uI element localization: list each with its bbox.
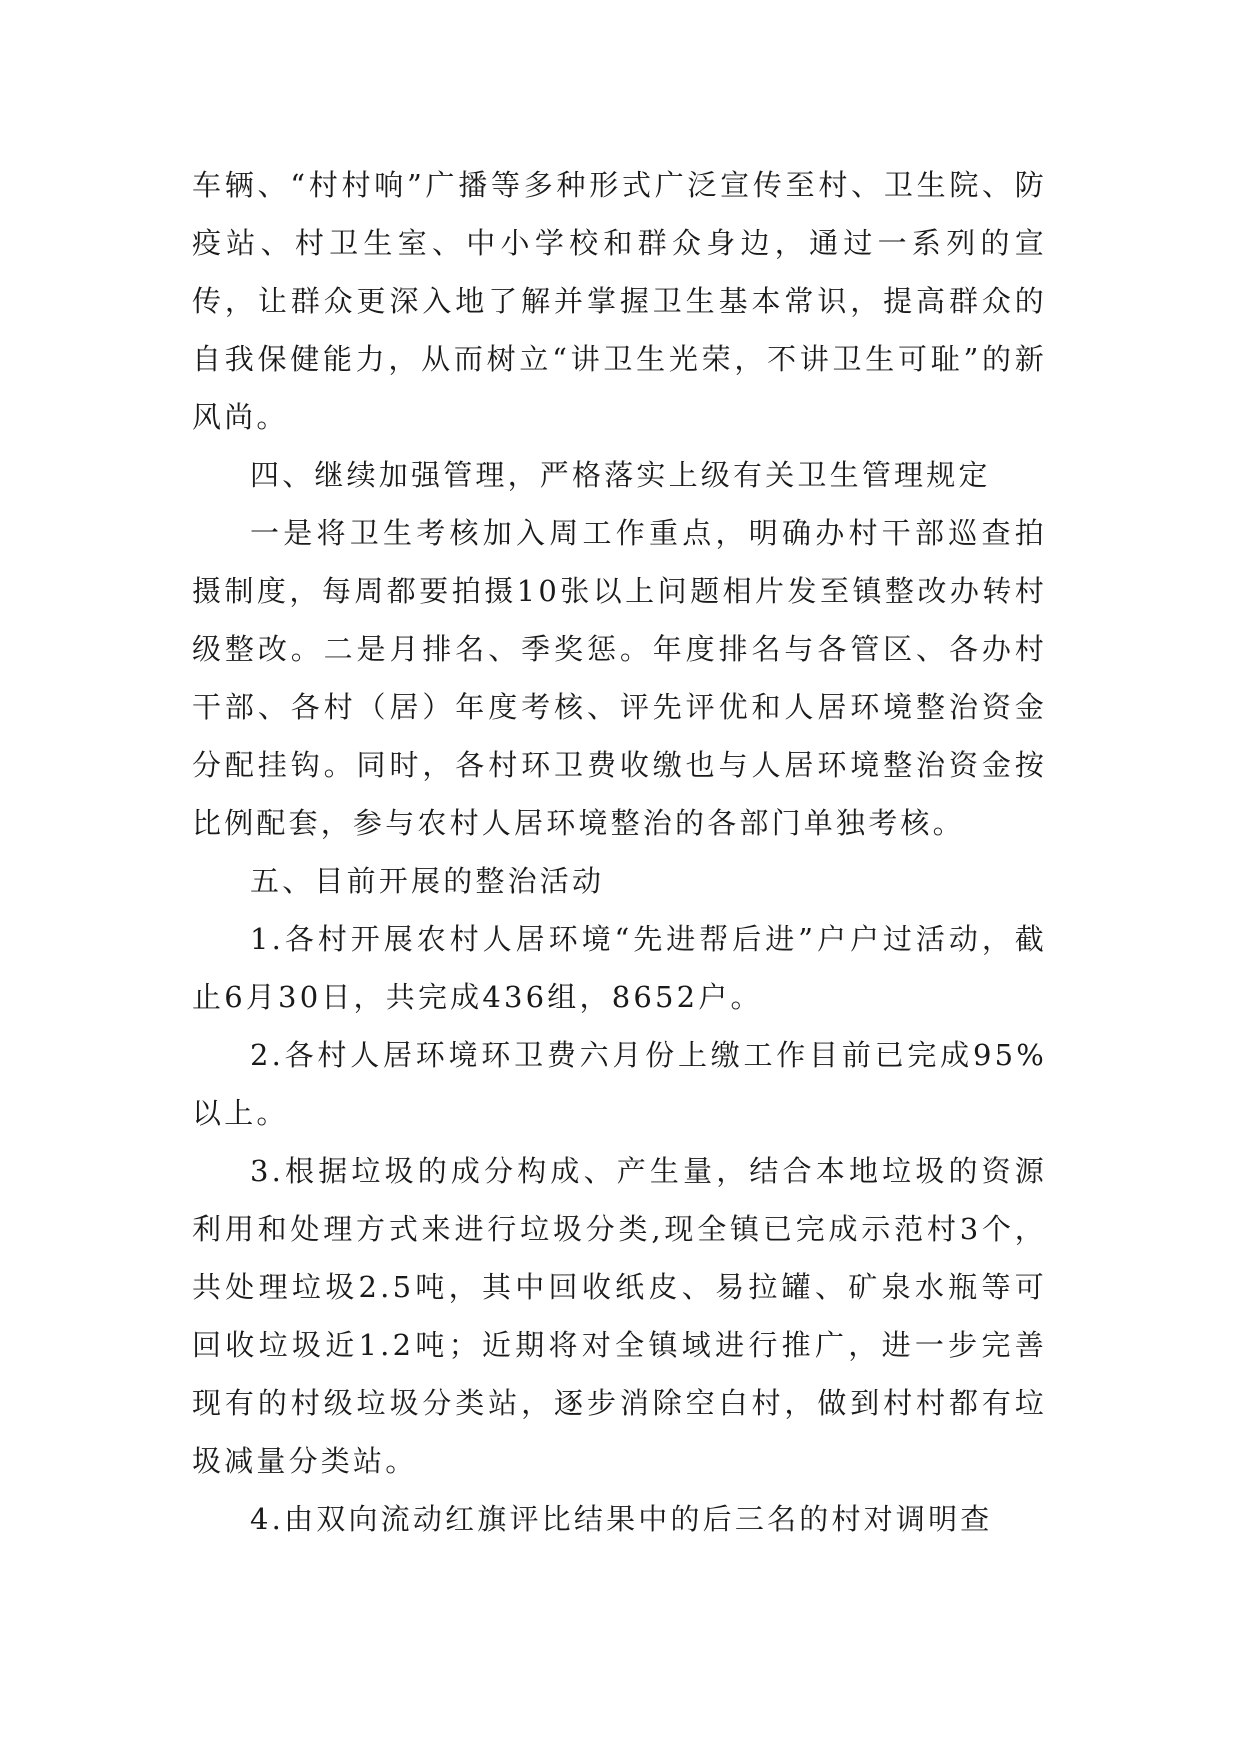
list-item-2: 2.各村人居环境环卫费六月份上缴工作目前已完成95%以上。	[192, 1038, 1047, 1130]
section-heading-five: 五、目前开展的整治活动	[250, 864, 605, 898]
paragraph-publicity-conclusion: 车辆、“村村响”广播等多种形式广泛宣传至村、卫生院、防疫站、村卫生室、中小学校和群众身边，通过一系列的宣传，让群众更深入地了解并掌握卫生基本常识，提高群众的自我保健能力，从而树立“讲卫生光荣，不讲卫生可耻”的新风尚。	[192, 168, 1047, 434]
list-item-1: 1.各村开展农村人居环境“先进帮后进”户户过活动，截止6月30日，共完成436组，8652户。	[192, 922, 1047, 1014]
section-heading-four: 四、继续加强管理，严格落实上级有关卫生管理规定	[250, 458, 991, 492]
list-item-3: 3.根据垃圾的成分构成、产生量，结合本地垃圾的资源利用和处理方式来进行垃圾分类,现全镇已完成示范村3个，共处理垃圾2.5吨，其中回收纸皮、易拉罐、矿泉水瓶等可回收垃圾近1.2吨；近期将对全镇域进行推广，进一步完善现有的村级垃圾分类站，逐步消除空白村，做到村村都有垃圾减量分类站。	[192, 1154, 1047, 1478]
paragraph-management-measures: 一是将卫生考核加入周工作重点，明确办村干部巡查拍摄制度，每周都要拍摄10张以上问题相片发至镇整改办转村级整改。二是月排名、季奖惩。年度排名与各管区、各办村干部、各村（居）年度考核、评先评优和人居环境整治资金分配挂钩。同时，各村环卫费收缴也与人居环境整治资金按比例配套，参与农村人居环境整治的各部门单独考核。	[192, 516, 1047, 840]
document-body	[192, 156, 1047, 1548]
list-item-4: 4.由双向流动红旗评比结果中的后三名的村对调明查	[250, 1502, 993, 1536]
